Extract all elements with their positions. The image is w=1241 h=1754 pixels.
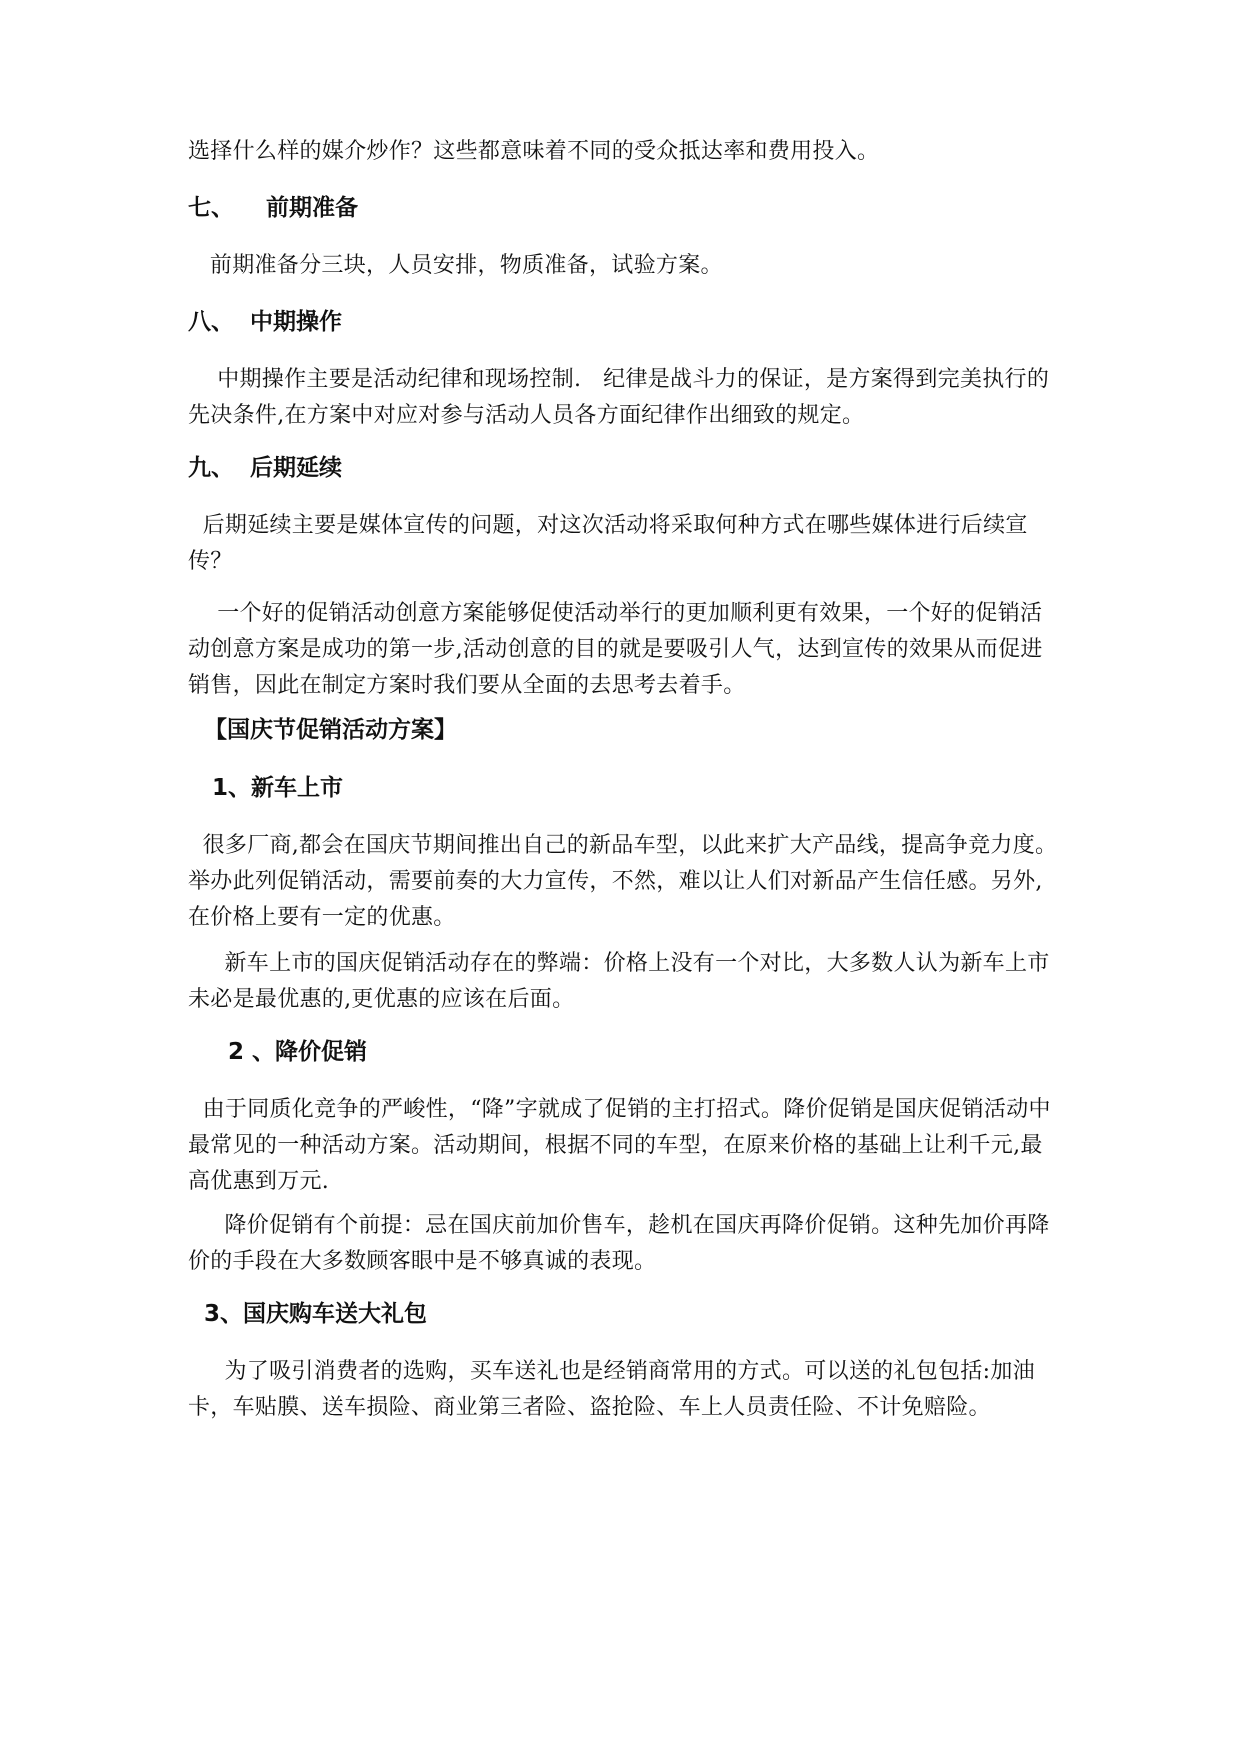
paragraph-price-cut-premise: 降价促销有个前提：忌在国庆前加价售车，趁机在国庆再降价促销。这种先加价再降价的手段在大多数顾客眼中是不够真诚的表现。 (188, 1213, 1050, 1274)
heading-section-9: 九、 后期延续 (188, 455, 343, 481)
paragraph-mid-operation: 中期操作主要是活动纪律和现场控制. 纪律是战斗力的保证，是方案得到完美执行的先决条件,在方案中对应对参与活动人员各方面纪律作出细致的规定。 (188, 367, 1050, 428)
heading-gift-package: 3、国庆购车送大礼包 (188, 1301, 428, 1327)
paragraph-new-car-intro: 很多厂商,都会在国庆节期间推出自己的新品车型，以此来扩大产品线，提高争竞力度。举办此列促销活动，需要前奏的大力宣传，不然，难以让人们对新品产生信任感。另外,在价格上要有一定的优惠。 (188, 833, 1058, 930)
heading-section-7: 七、 前期准备 (188, 195, 359, 221)
paragraph-price-cut-intro: 由于同质化竞争的严峻性，“降”字就成了促销的主打招式。降价促销是国庆促销活动中最常见的一种活动方案。活动期间，根据不同的车型，在原来价格的基础上让利千元,最高优惠到万元. (188, 1097, 1051, 1194)
heading-section-8: 八、 中期操作 (188, 309, 343, 335)
paragraph-gift-package: 为了吸引消费者的选购，买车送礼也是经销商常用的方式。可以送的礼包包括:加油卡，车贴膜、送车损险、商业第三者险、盗抢险、车上人员责任险、不计免赔险。 (188, 1359, 1035, 1420)
paragraph-media-choice: 选择什么样的媒介炒作？这些都意味着不同的受众抵达率和费用投入。 (188, 139, 880, 164)
heading-new-car-launch: 1、新车上市 (188, 775, 344, 801)
paragraph-preparation: 前期准备分三块，人员安排，物质准备，试验方案。 (188, 253, 723, 278)
paragraph-creative-plan: 一个好的促销活动创意方案能够促使活动举行的更加顺利更有效果，一个好的促销活动创意方案是成功的第一步,活动创意的目的就是要吸引人气，达到宣传的效果从而促进销售，因此在制定方案时我们要从全面的去思考去着手。 (188, 601, 1043, 698)
paragraph-follow-up: 后期延续主要是媒体宣传的问题，对这次活动将采取何种方式在哪些媒体进行后续宣传？ (188, 513, 1028, 574)
heading-national-day-plan: 【国庆节促销活动方案】 (188, 717, 458, 743)
paragraph-new-car-drawback: 新车上市的国庆促销活动存在的弊端：价格上没有一个对比，大多数人认为新车上市未必是最优惠的,更优惠的应该在后面。 (188, 951, 1050, 1012)
heading-price-cut: 2 、降价促销 (188, 1039, 368, 1065)
